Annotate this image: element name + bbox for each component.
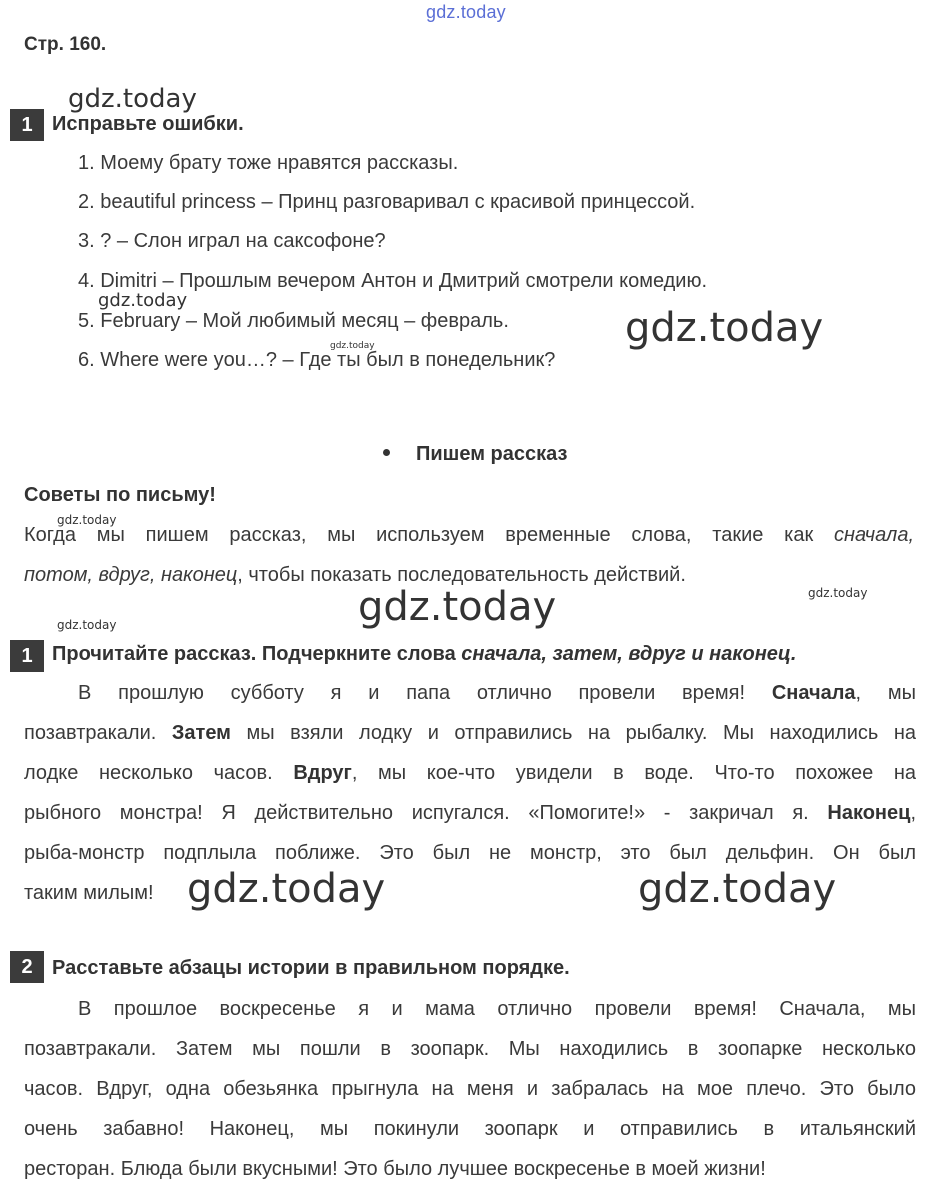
task-title: Исправьте ошибки. (52, 113, 244, 135)
story-line: В прошлое воскресенье я и мама отлично провели время! Сначала, мы (78, 998, 916, 1020)
watermark: gdz.today (68, 84, 197, 114)
list-item: 6. Where were you…? – Где ты был в понедельник? (78, 349, 556, 371)
bullet-icon (383, 449, 390, 456)
tips-line: Когда мы пишем рассказ, мы используем временные слова, такие как сначала, (24, 524, 914, 546)
story-line: таким милым! (24, 882, 154, 904)
watermark: gdz.today (625, 305, 824, 351)
story-line: рыбного монстра! Я действительно испугался. «Помогите!» - закричал я. Наконец, (24, 802, 916, 824)
watermark: gdz.today (57, 618, 117, 632)
section-heading (383, 443, 567, 466)
story-line: В прошлую субботу я и папа отлично провели время! Сначала, мы (78, 682, 916, 704)
watermark: gdz.today (808, 586, 868, 600)
task-badge: 1 (10, 640, 44, 672)
task-badge: 2 (10, 951, 44, 983)
watermark: gdz.today (358, 584, 557, 630)
task-badge: 1 (10, 109, 44, 141)
tips-paragraph (24, 515, 914, 595)
list-item: 3. ? – Слон играл на саксофоне? (78, 230, 386, 252)
story-line: лодке несколько часов. Вдруг, мы кое-что увидели в воде. Что-то похожее на (24, 762, 917, 784)
watermark: gdz.today (330, 341, 375, 351)
watermark-top: gdz.today (426, 2, 506, 22)
story-line: позавтракали. Затем мы взяли лодку и отправились на рыбалку. Мы находились на (24, 722, 916, 744)
story-line: очень забавно! Наконец, мы покинули зоопарк и отправились в итальянский (24, 1118, 916, 1140)
story-line: позавтракали. Затем мы пошли в зоопарк. Мы находились в зоопарке несколько (24, 1038, 916, 1060)
watermark: gdz.today (57, 513, 117, 527)
tips-line: потом, вдруг, наконец, чтобы показать последовательность действий. (24, 564, 686, 586)
task-title: Прочитайте рассказ. Подчеркните слова сначала, затем, вдруг и наконец. (52, 643, 797, 665)
section-heading-text: Пишем рассказ (416, 443, 568, 465)
watermark: gdz.today (98, 290, 188, 311)
watermark: gdz.today (638, 866, 837, 912)
tips-title: Советы по письму! (24, 484, 216, 506)
list-item: 4. Dimitri – Прошлым вечером Антон и Дмитрий смотрели комедию. (78, 270, 708, 292)
list-item: 1. Моему брату тоже нравятся рассказы. (78, 152, 459, 174)
story-line: рыба-монстр подплыла поближе. Это был не монстр, это был дельфин. Он был (24, 842, 916, 864)
story-line: ресторан. Блюда были вкусными! Это было лучшее воскресенье в моей жизни! (24, 1158, 766, 1180)
list-item: 2. beautiful princess – Принц разговаривал с красивой принцессой. (78, 191, 696, 213)
story-paragraph (24, 989, 916, 1189)
story-line: часов. Вдруг, одна обезьянка прыгнула на меня и забралась на мое плечо. Это было (24, 1078, 916, 1100)
list-item: 5. February – Мой любимый месяц – февраль. (78, 310, 509, 332)
watermark: gdz.today (187, 866, 386, 912)
page-number: Стр. 160. (24, 34, 107, 55)
task-title: Расставьте абзацы истории в правильном порядке. (52, 957, 570, 979)
